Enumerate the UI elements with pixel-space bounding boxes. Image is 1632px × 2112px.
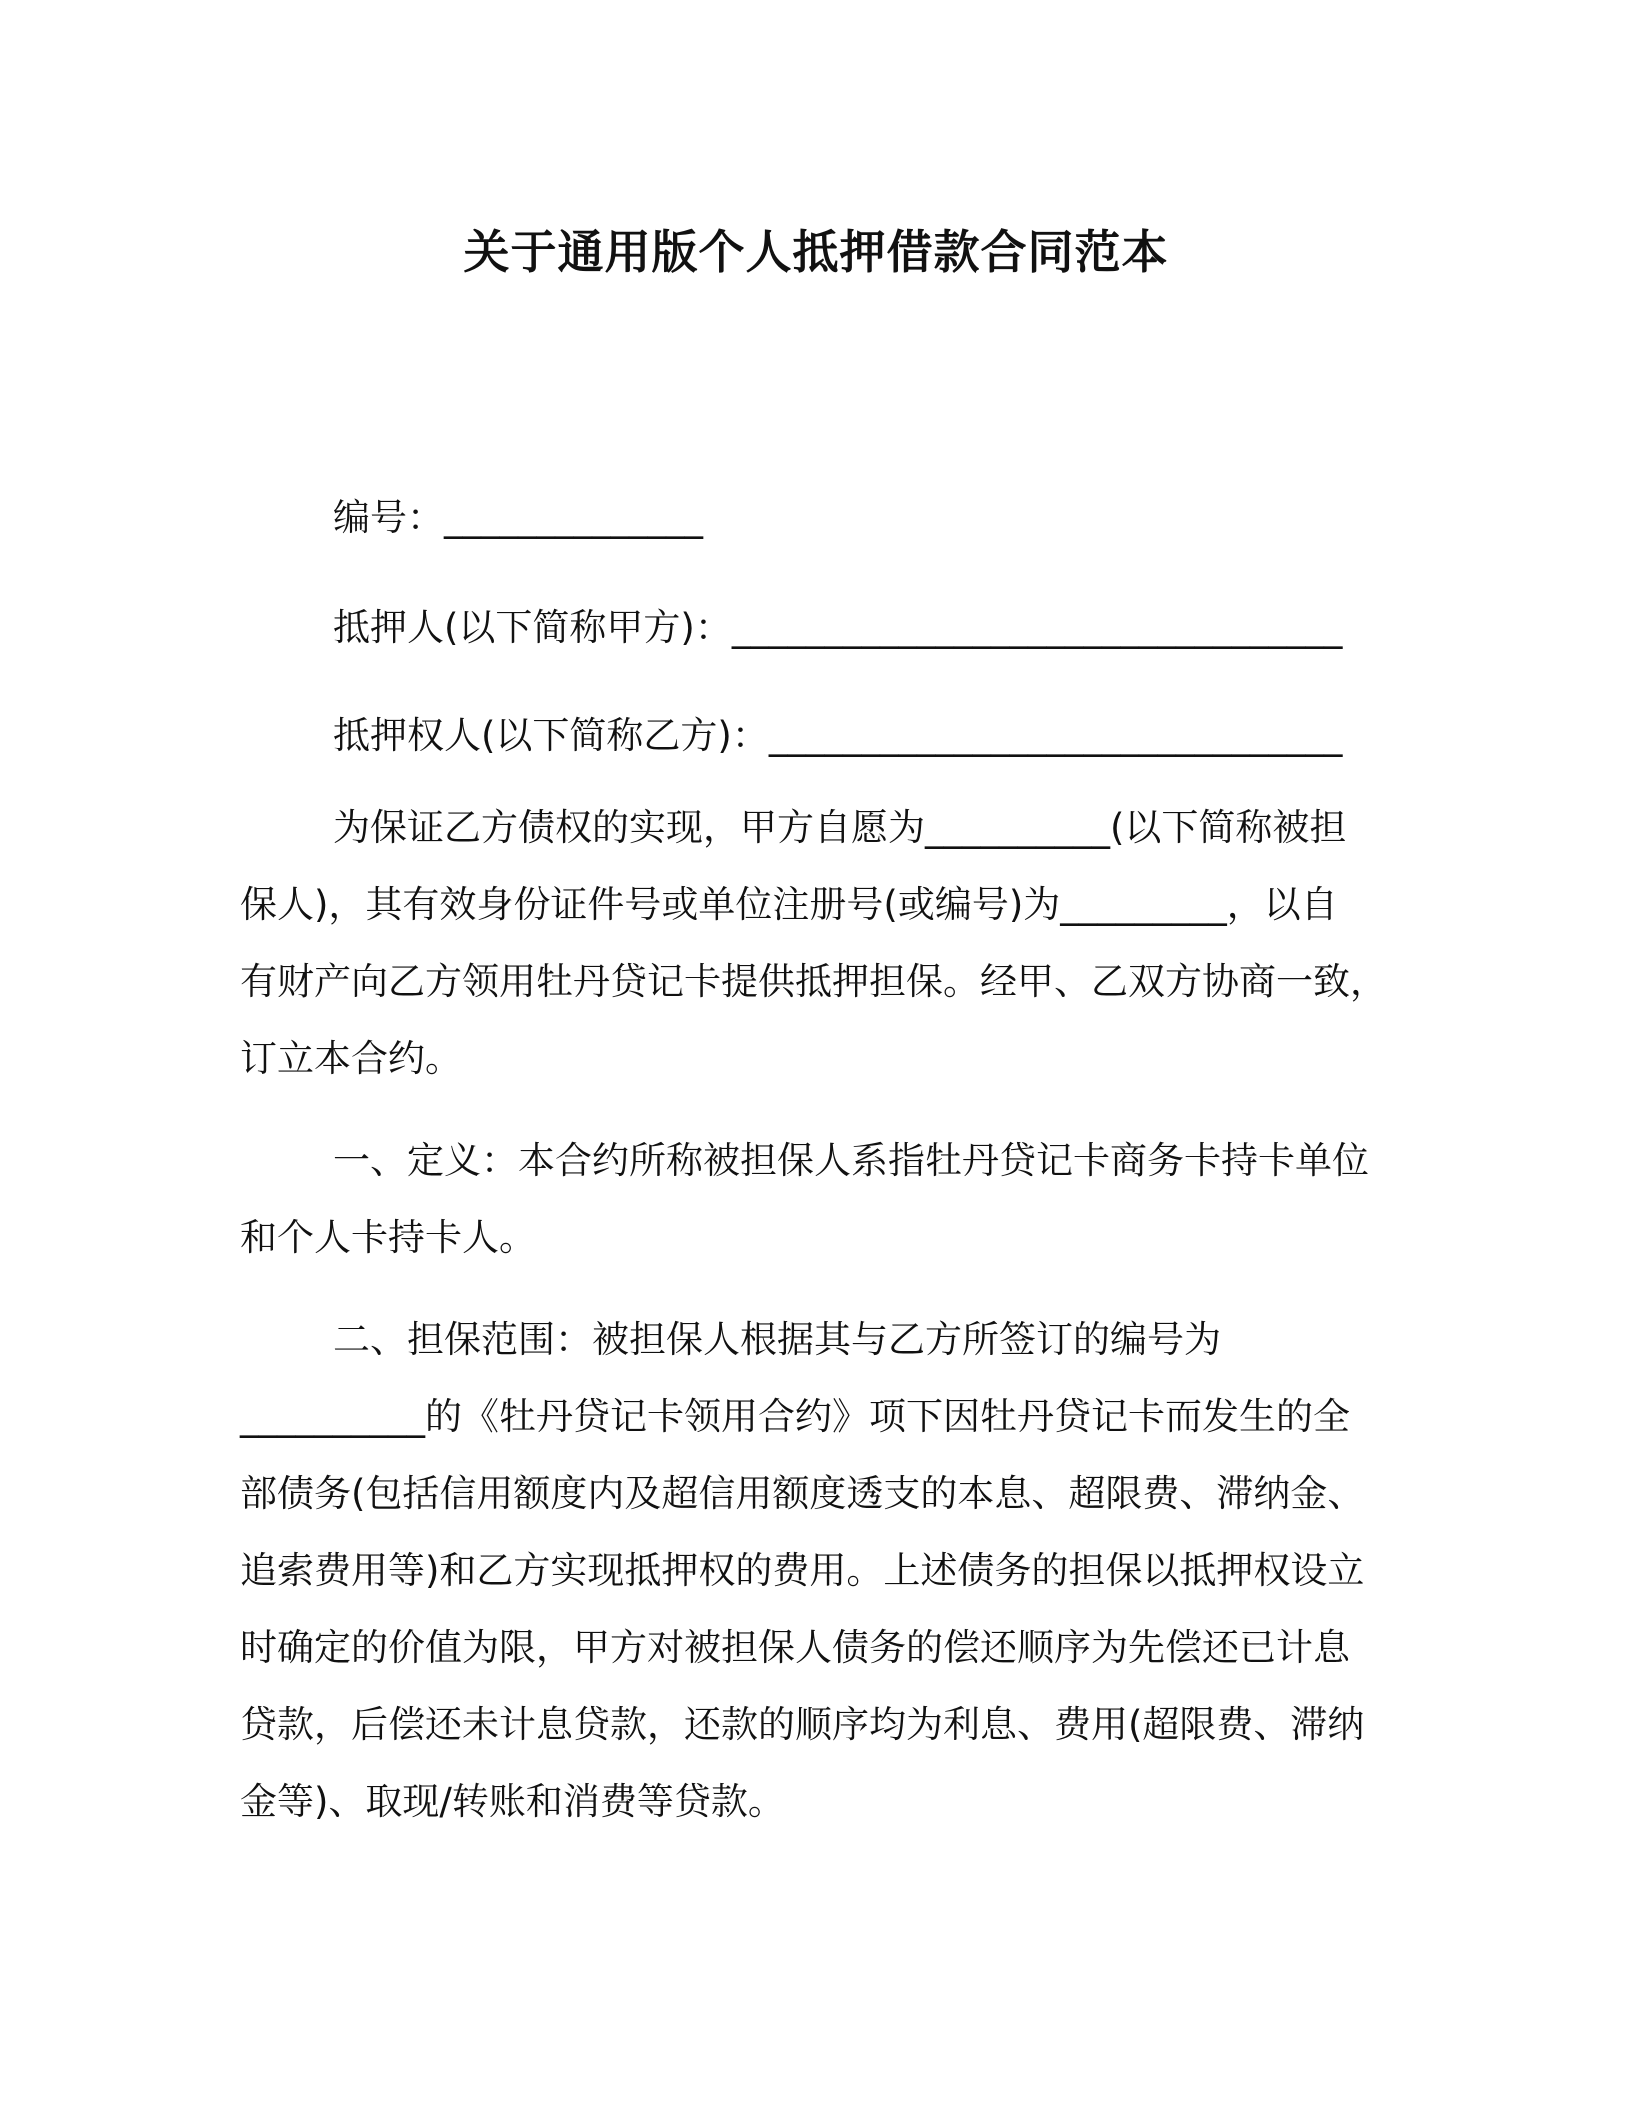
field-mortgagee: 抵押权人(以下简称乙方)：_______________________________ <box>333 714 1343 757</box>
clause-scope-line: 时确定的价值为限，甲方对被担保人债务的偿还顺序为先偿还已计息 <box>240 1626 1350 1669</box>
preamble-line: 为保证乙方债权的实现，甲方自愿为__________(以下简称被担 <box>333 806 1347 849</box>
document-title: 关于通用版个人抵押借款合同范本 <box>463 225 1169 279</box>
field-contract-number: 编号：______________ <box>333 496 703 539</box>
clause-scope-line: __________的《牡丹贷记卡领用合约》项下因牡丹贷记卡而发生的全 <box>240 1395 1350 1438</box>
clause-scope-line: 金等)、取现/转账和消费等贷款。 <box>240 1780 785 1823</box>
clause-scope-line: 部债务(包括信用额度内及超信用额度透支的本息、超限费、滞纳金、 <box>240 1472 1365 1515</box>
clause-scope-line: 追索费用等)和乙方实现抵押权的费用。上述债务的担保以抵押权设立 <box>240 1549 1365 1592</box>
preamble-line: 订立本合约。 <box>240 1037 462 1080</box>
clause-definition-line: 一、定义：本合约所称被担保人系指牡丹贷记卡商务卡持卡单位 <box>333 1139 1369 1182</box>
clause-scope-line: 贷款，后偿还未计息贷款，还款的顺序均为利息、费用(超限费、滞纳 <box>240 1703 1365 1746</box>
clause-scope-line: 二、担保范围：被担保人根据其与乙方所签订的编号为 <box>333 1318 1221 1361</box>
preamble-line: 有财产向乙方领用牡丹贷记卡提供抵押担保。经甲、乙双方协商一致， <box>240 960 1387 1003</box>
preamble-line: 保人)，其有效身份证件号或单位注册号(或编号)为_________，以自 <box>240 883 1338 926</box>
field-mortgagor: 抵押人(以下简称甲方)：_________________________________ <box>333 606 1343 649</box>
clause-definition-line: 和个人卡持卡人。 <box>240 1216 536 1259</box>
